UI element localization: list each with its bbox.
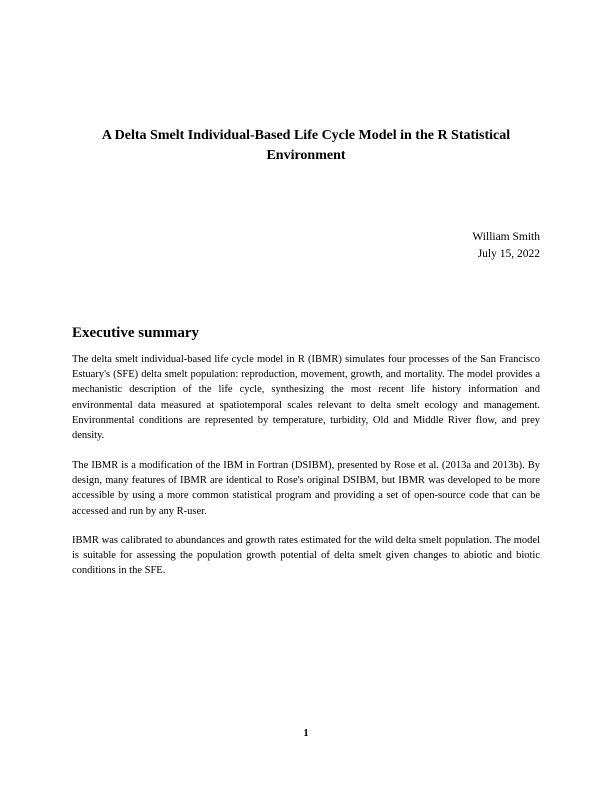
document-title: A Delta Smelt Individual-Based Life Cycle Model in the R Statistical Environment	[101, 128, 511, 163]
paragraph: The delta smelt individual-based life cycle model in R (IBMR) simulates four processes of the San Francisco Estuary's (SFE) delta smelt population: reproduction, movement, growth, and mortality. The model provides a mechanistic description of the life cycle, synthesizing the most recent life history information and environmental data measured at spatiotemporal scales relevant to delta smelt ecology and management. Environmental conditions are represented by temperature, turbidity, Old and Middle River flow, and prey density.	[72, 354, 540, 442]
page-number: 1	[303, 728, 309, 739]
document-date: July 15, 2022	[477, 248, 540, 260]
paragraph: The IBMR is a modification of the IBM in Fortran (DSIBM), presented by Rose et al. (2013a and 2013b). By design, many features of IBMR are identical to Rose's original DSIBM, but IBMR was developed to be more accessible by using a more common statistical program and providing a set of open-source code that can be accessed and run by any R-user.	[72, 460, 540, 517]
author-block	[472, 229, 540, 263]
author-name: William Smith	[472, 231, 540, 243]
section-heading-executive-summary: Executive summary	[72, 325, 200, 341]
paragraph: IBMR was calibrated to abundances and growth rates estimated for the wild delta smelt population. The model is suitable for assessing the population growth potential of delta smelt given changes to abiotic and biotic conditions in the SFE.	[72, 535, 540, 577]
